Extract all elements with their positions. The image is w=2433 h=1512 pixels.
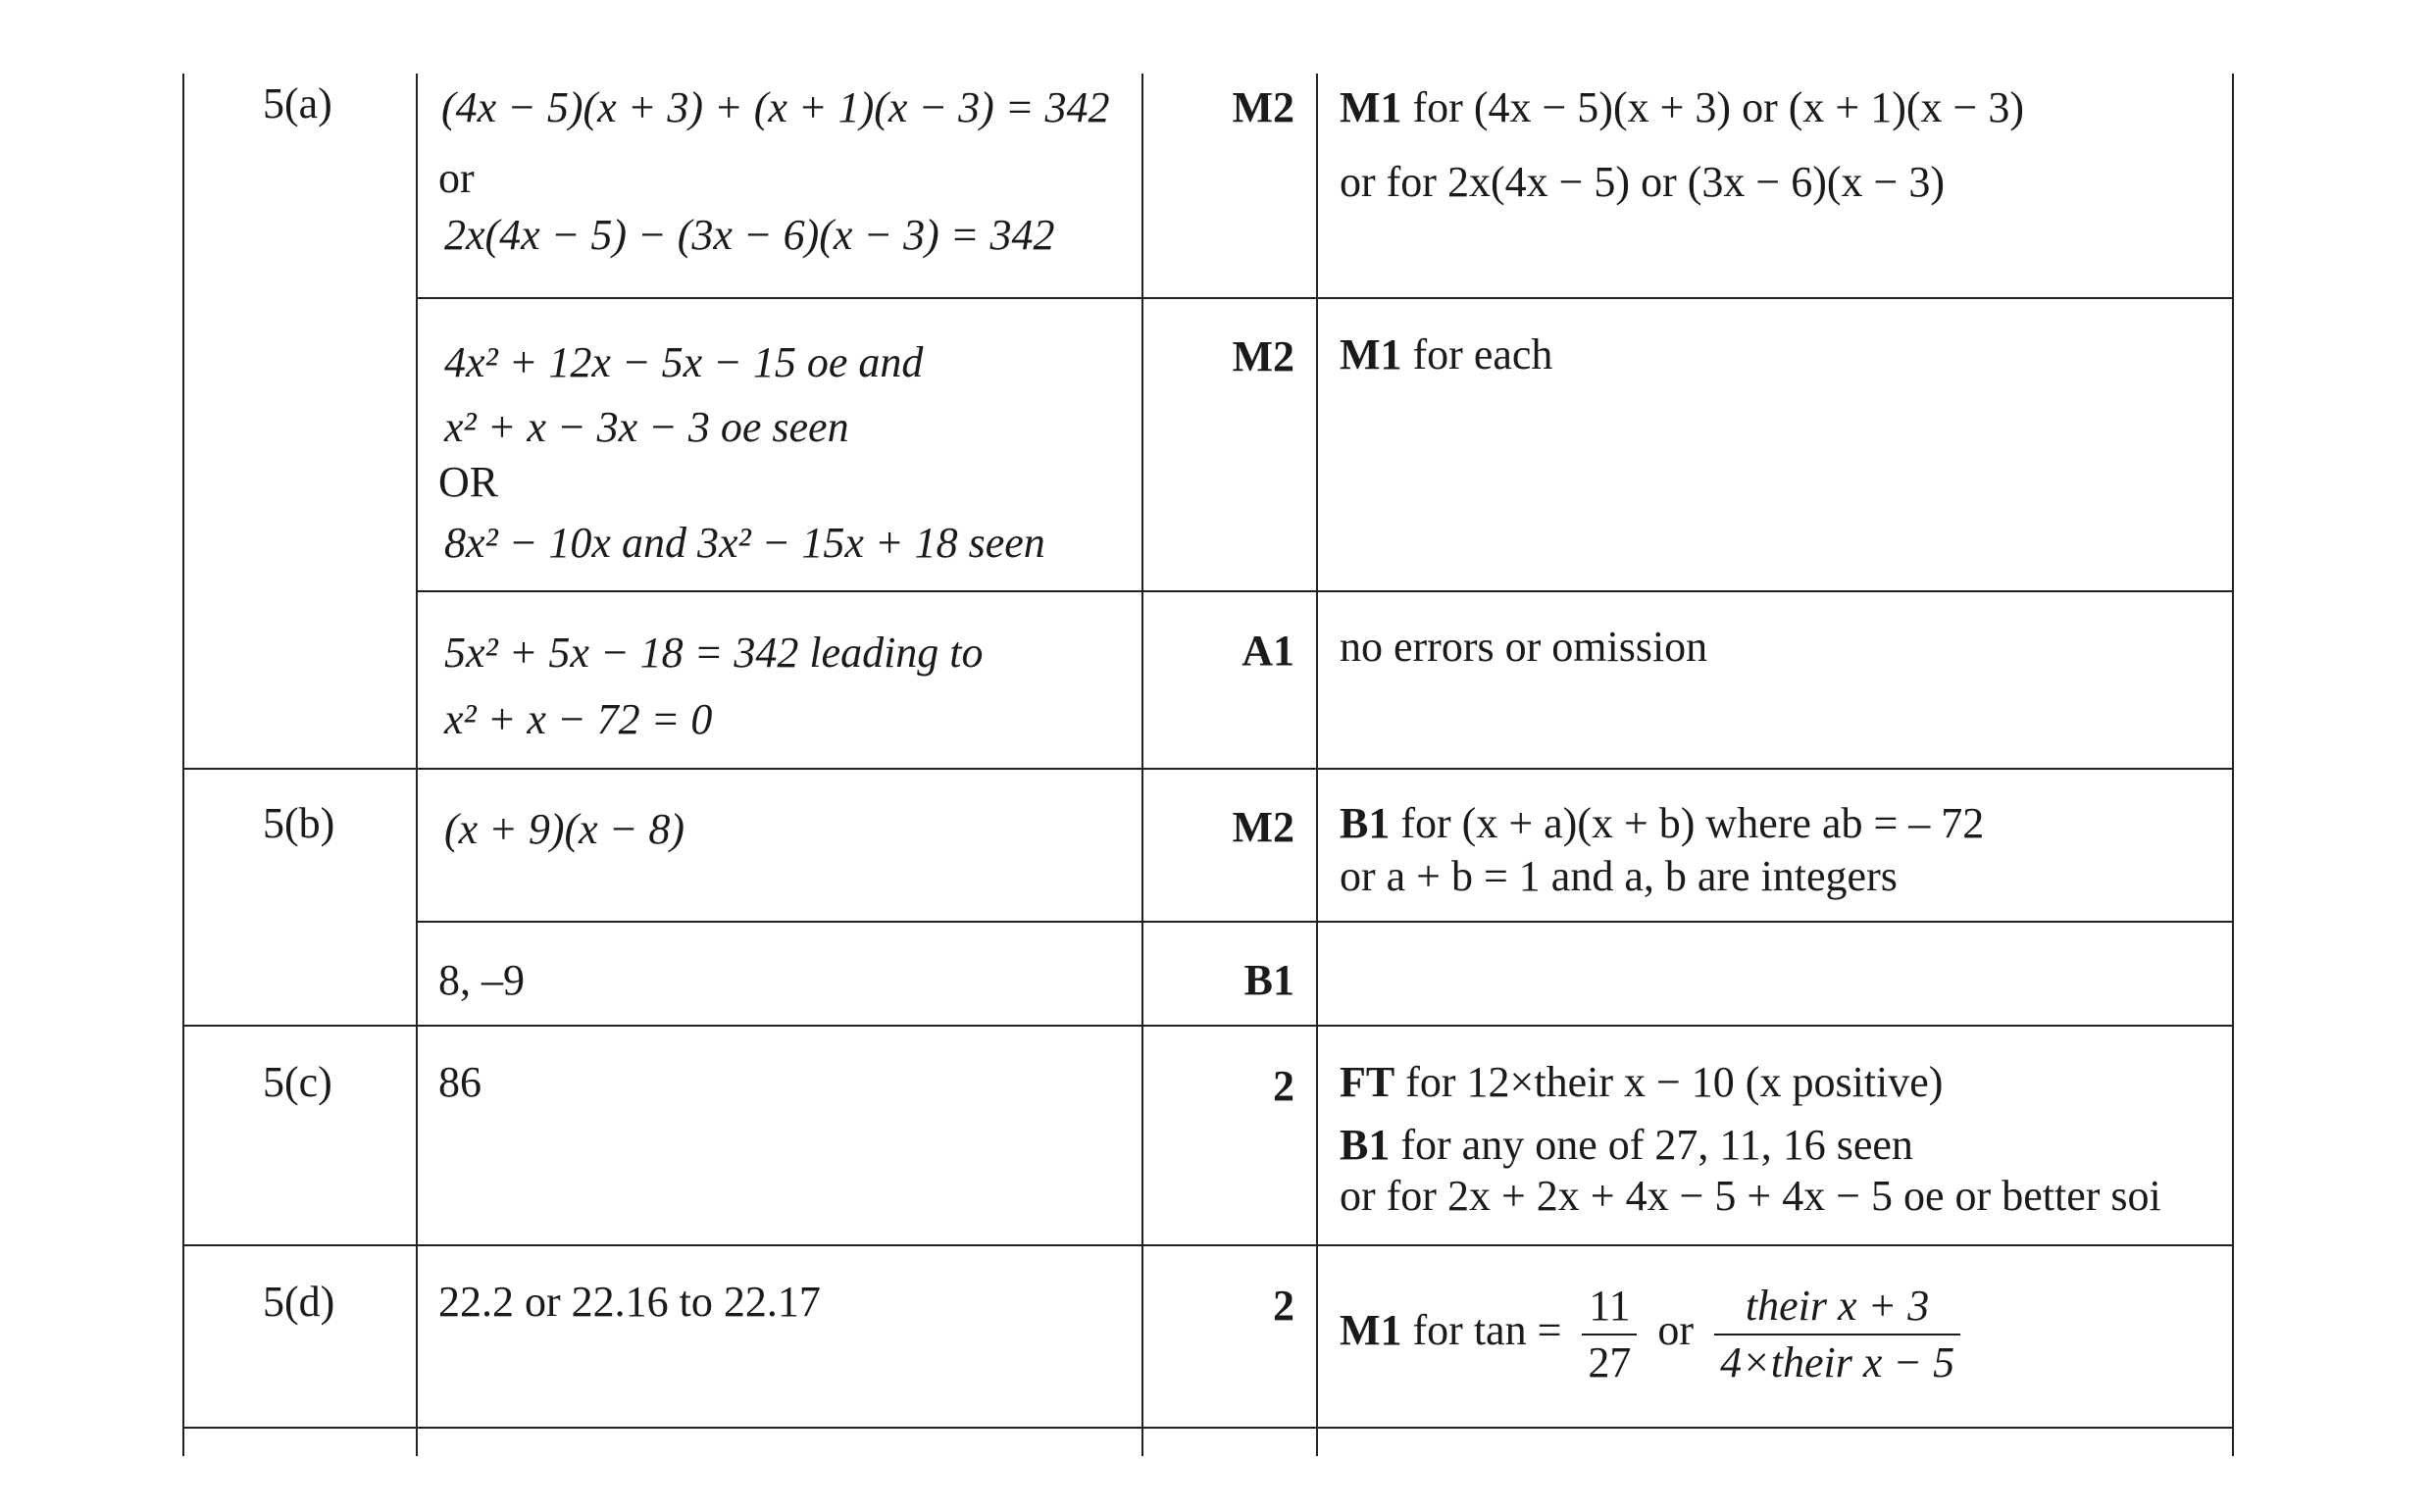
answer-line: 5x² + 5x − 18 = 342 leading to <box>444 629 984 677</box>
table-border-right <box>2232 74 2234 1456</box>
guidance-line <box>1340 158 1945 206</box>
column-divider-part <box>416 74 418 1456</box>
answer-line: x² + x − 72 = 0 <box>444 695 713 743</box>
question-part-label: 5(b) <box>263 799 335 847</box>
method-mark: M1 <box>1340 83 1402 131</box>
row-divider <box>182 1427 2233 1429</box>
mark-value: M2 <box>1232 803 1294 851</box>
mark-value: A1 <box>1242 627 1294 675</box>
fraction-denominator: 4×their x − 5 <box>1720 1338 1955 1386</box>
fraction-numerator: 11 <box>1582 1285 1637 1336</box>
mark-value: 2 <box>1273 1282 1294 1330</box>
guidance-line: B1 for any one of 27, 11, 16 seen <box>1340 1121 1913 1169</box>
fraction <box>1714 1282 1960 1386</box>
row-divider <box>182 1244 2233 1246</box>
question-part-label: 5(d) <box>263 1278 335 1326</box>
method-mark: FT <box>1340 1058 1395 1106</box>
row-divider <box>418 590 2233 592</box>
row-divider <box>418 297 2233 299</box>
guidance-line <box>1340 83 2024 131</box>
answer-line: (x + 9)(x − 8) <box>444 805 685 853</box>
row-divider <box>418 921 2233 923</box>
fraction-numerator: their x + 3 <box>1714 1285 1960 1336</box>
question-part-label: 5(a) <box>263 79 332 127</box>
method-mark: M1 <box>1340 330 1402 378</box>
row-divider <box>182 1025 2233 1027</box>
answer-line: OR <box>438 458 499 506</box>
guidance-text: M1 for (4x − 5)(x + 3) or (x + 1)(x − 3) <box>1340 83 2024 131</box>
answer-line: 4x² + 12x − 5x − 15 oe and <box>444 338 924 386</box>
answer-line: x² + x − 3x − 3 oe seen <box>444 403 849 451</box>
answer-line: 8x² − 10x and 3x² − 15x + 18 seen <box>444 519 1045 567</box>
table-border-left <box>182 74 184 1456</box>
question-part-label: 5(c) <box>263 1058 332 1106</box>
column-divider-mark <box>1316 74 1318 1456</box>
guidance-text: or for 2x(4x − 5) or (3x − 6)(x − 3) <box>1340 158 1945 206</box>
guidance-line <box>1340 1282 1970 1386</box>
fraction <box>1582 1282 1637 1386</box>
guidance-line: B1 for (x + a)(x + b) where ab = – 72 <box>1340 799 1985 847</box>
mark-value: 2 <box>1273 1062 1294 1110</box>
answer-line <box>444 211 1055 259</box>
fraction-denominator: 27 <box>1588 1338 1632 1386</box>
answer-line <box>441 83 1110 131</box>
guidance-line: FT for 12×their x − 10 (x positive) <box>1340 1058 1944 1106</box>
guidance-line: no errors or omission <box>1340 623 1708 671</box>
method-mark: B1 <box>1340 1121 1391 1169</box>
mark-value: M2 <box>1232 83 1294 131</box>
guidance-text: or <box>1657 1306 1695 1355</box>
answer-line: 86 <box>438 1058 482 1106</box>
method-mark: M1 <box>1340 1306 1402 1355</box>
column-divider-answer <box>1141 74 1143 1456</box>
method-mark: B1 <box>1340 799 1391 847</box>
guidance-text: for tan = <box>1412 1306 1562 1355</box>
guidance-line: M1 for each <box>1340 330 1553 378</box>
answer-line: 22.2 or 22.16 to 22.17 <box>438 1278 821 1326</box>
answer-line: or <box>438 154 475 202</box>
guidance-line: or for 2x + 2x + 4x − 5 + 4x − 5 oe or better soi <box>1340 1172 2161 1220</box>
mark-value: B1 <box>1243 956 1294 1004</box>
answer-line: 8, –9 <box>438 956 525 1004</box>
answer-text: 2x(4x − 5) − (3x − 6)(x − 3) = 342 <box>444 211 1055 259</box>
row-divider <box>182 768 2233 770</box>
mark-value: M2 <box>1232 332 1294 380</box>
answer-text: (4x − 5)(x + 3) + (x + 1)(x − 3) = 342 <box>441 83 1110 131</box>
guidance-line: or a + b = 1 and a, b are integers <box>1340 852 1898 900</box>
